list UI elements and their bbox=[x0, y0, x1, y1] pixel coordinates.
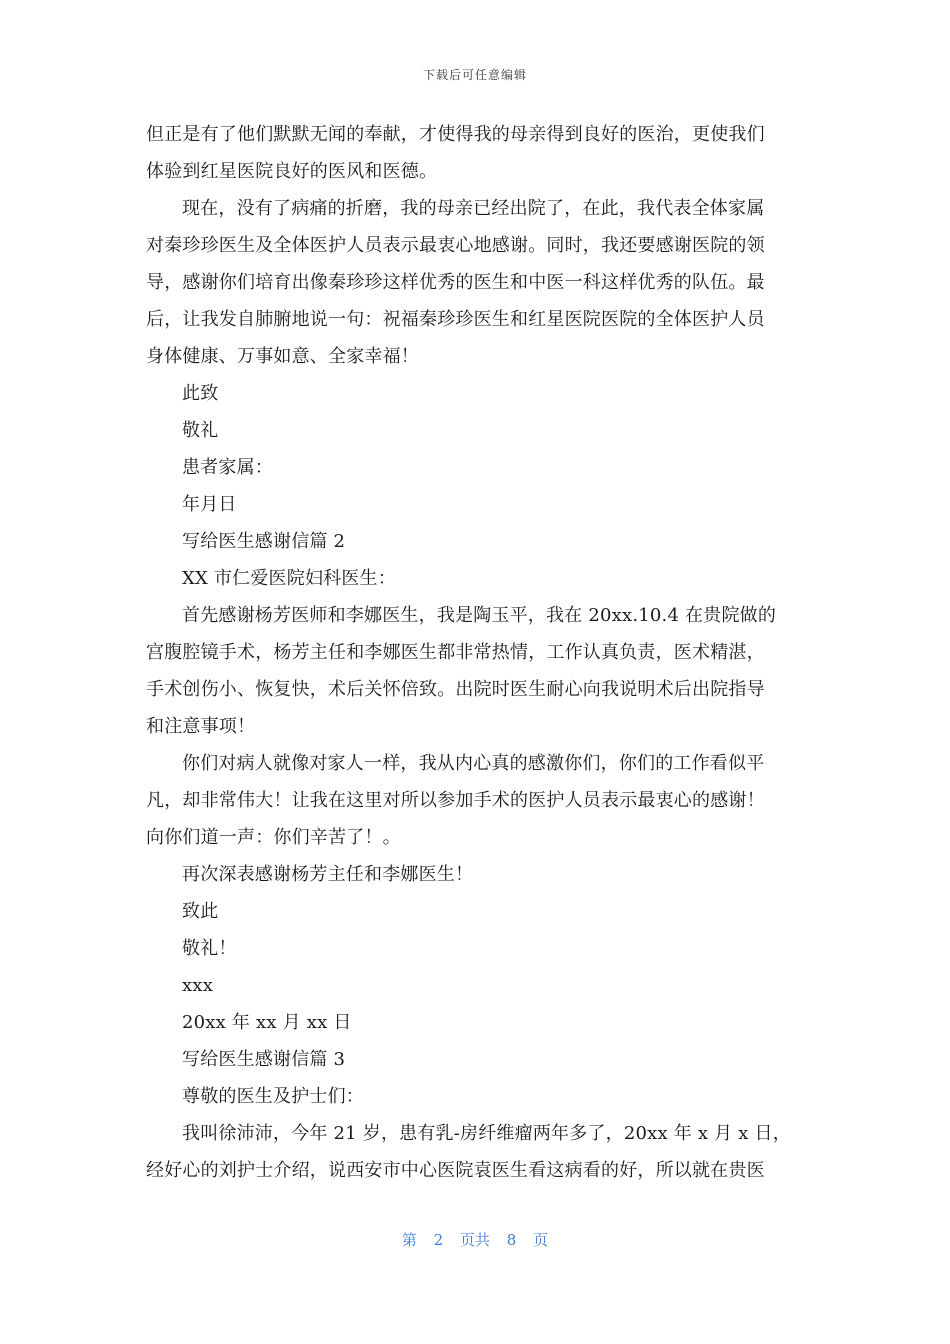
text-line: 宫腹腔镜手术，杨芳主任和李娜医生都非常热情，工作认真负责，医术精湛， bbox=[146, 642, 765, 663]
text-line: 敬礼！ bbox=[182, 938, 237, 959]
text-line: 年月日 bbox=[182, 494, 237, 515]
page-number-footer: 第 2 页共 8 页 bbox=[401, 1231, 549, 1249]
text-line: 我叫徐沛沛，今年 21 岁，患有乳-房纤维瘤两年多了，20xx 年 x 月 x 日， bbox=[182, 1123, 791, 1144]
text-line: 对秦珍珍医生及全体医护人员表示最衷心地感谢。同时，我还要感谢医院的领 bbox=[146, 235, 765, 256]
text-line: 凡，却非常伟大！让我在这里对所以参加手术的医护人员表示最衷心的感谢！ bbox=[146, 790, 765, 811]
text-line: XX 市仁爱医院妇科医生： bbox=[182, 568, 396, 589]
text-line: 和注意事项！ bbox=[146, 716, 256, 737]
text-line: 经好心的刘护士介绍，说西安市中心医院袁医生看这病看的好，所以就在贵医 bbox=[146, 1160, 765, 1181]
text-line: 你们对病人就像对家人一样，我从内心真的感激你们，你们的工作看似平 bbox=[182, 753, 765, 774]
text-line: 致此 bbox=[182, 901, 219, 922]
text-line: 向你们道一声：你们辛苦了！。 bbox=[146, 827, 401, 848]
text-line: 体验到红星医院良好的医风和医德。 bbox=[146, 161, 438, 182]
text-line: 首先感谢杨芳医师和李娜医生，我是陶玉平，我在 20xx.10.4 在贵院做的 bbox=[182, 605, 777, 626]
text-line: 写给医生感谢信篇 2 bbox=[182, 531, 346, 552]
text-line: 此致 bbox=[182, 383, 219, 404]
text-line: xxx bbox=[182, 975, 214, 996]
text-line: 后，让我发自肺腑地说一句：祝福秦珍珍医生和红星医院医院的全体医护人员 bbox=[146, 309, 765, 330]
text-line: 20xx 年 xx 月 xx 日 bbox=[182, 1012, 352, 1033]
document-body bbox=[146, 116, 796, 1189]
text-line: 身体健康、万事如意、全家幸福！ bbox=[146, 346, 419, 367]
text-line: 手术创伤小、恢复快，术后关怀倍致。出院时医生耐心向我说明术后出院指导 bbox=[146, 679, 765, 700]
text-line: 写给医生感谢信篇 3 bbox=[182, 1049, 346, 1070]
text-line: 敬礼 bbox=[182, 420, 219, 441]
text-line: 患者家属： bbox=[182, 457, 273, 478]
text-line: 再次深表感谢杨芳主任和李娜医生！ bbox=[182, 864, 474, 885]
text-line: 尊敬的医生及护士们： bbox=[182, 1086, 364, 1107]
text-line: 导，感谢你们培育出像秦珍珍这样优秀的医生和中医一科这样优秀的队伍。最 bbox=[146, 272, 765, 293]
page-header: 下载后可任意编辑 bbox=[422, 68, 527, 82]
text-line: 现在，没有了病痛的折磨，我的母亲已经出院了，在此，我代表全体家属 bbox=[182, 198, 765, 219]
text-line: 但正是有了他们默默无闻的奉献，才使得我的母亲得到良好的医治，更使我们 bbox=[146, 124, 765, 145]
